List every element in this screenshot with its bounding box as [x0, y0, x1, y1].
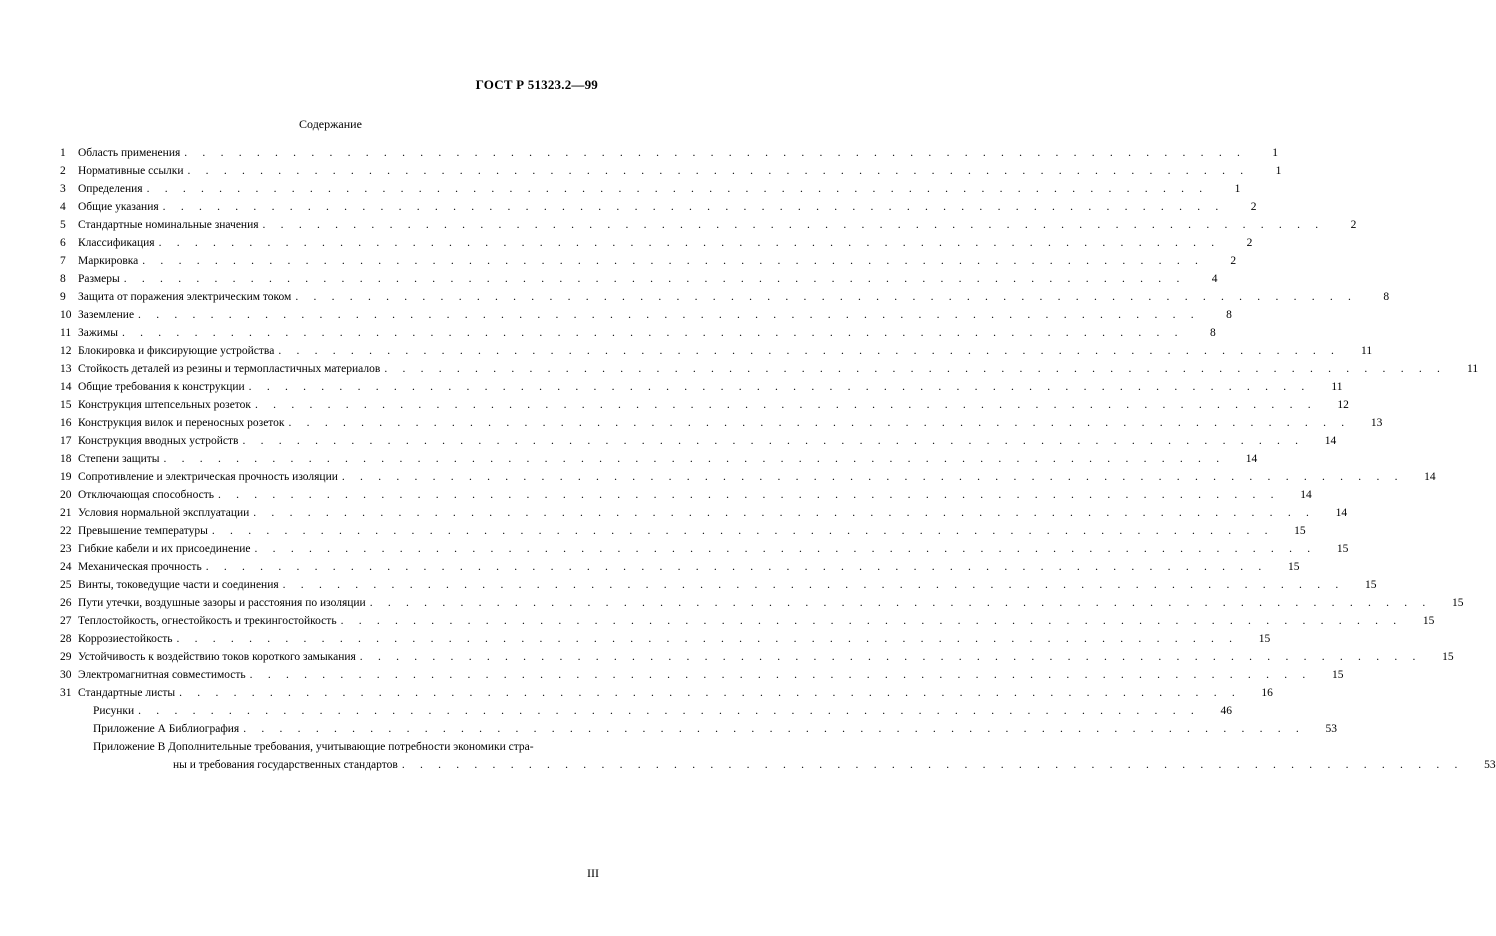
toc-row — [60, 162, 1282, 180]
toc-item-page: 15 — [1422, 615, 1435, 627]
toc-row — [60, 144, 1279, 162]
toc-item-page: 2 — [1246, 237, 1253, 249]
toc-item-number: 12 — [60, 345, 72, 357]
toc-row-extra — [60, 720, 1337, 738]
toc-item-page: 14 — [1324, 435, 1337, 447]
toc-item-title: Стандартные листы — [78, 687, 176, 699]
toc-row — [60, 612, 1435, 630]
toc-dot-leader: . . . . . . . . . . . . . . . . . . . . . . . . . . . . . . . . . . . . . . . . . . . . . . . . . . . . . . . . . . . — [211, 525, 1274, 537]
toc-dot-leader: . . . . . . . . . . . . . . . . . . . . . . . . . . . . . . . . . . . . . . . . . . . . . . . . . . . . . . . . . . . — [384, 363, 1447, 375]
toc-item-number: 20 — [60, 489, 72, 501]
toc-item-number: 14 — [60, 381, 72, 393]
toc-dot-leader: . . . . . . . . . . . . . . . . . . . . . . . . . . . . . . . . . . . . . . . . . . . . . . . . . . . . . . . . . . . — [138, 309, 1200, 321]
toc-item-title: Заземление — [78, 309, 135, 321]
toc-extra-page: 53 — [1325, 723, 1337, 735]
toc-row — [60, 558, 1300, 576]
toc-row — [60, 630, 1271, 648]
toc-item-page: 14 — [1245, 453, 1258, 465]
toc-dot-leader: . . . . . . . . . . . . . . . . . . . . . . . . . . . . . . . . . . . . . . . . . . . . . . . . . . . . . . . . . . . — [162, 201, 1225, 213]
toc-extra-title: Рисунки — [93, 705, 135, 717]
toc-row — [60, 306, 1232, 324]
toc-item-title: Пути утечки, воздушные зазоры и расстояния по изоляции — [78, 597, 366, 609]
toc-item-title: Гибкие кабели и их присоединение — [78, 543, 251, 555]
toc-item-page: 8 — [1210, 327, 1216, 339]
toc-item-page: 14 — [1300, 489, 1312, 501]
toc-item-number: 5 — [60, 219, 66, 231]
toc-row-extra — [60, 702, 1232, 720]
toc-item-title: Маркировка — [78, 255, 139, 267]
toc-item-title: Размеры — [78, 273, 120, 285]
toc-dot-leader: . . . . . . . . . . . . . . . . . . . . . . . . . . . . . . . . . . . . . . . . . . . . . . . . . . . . . . . . . . . — [242, 435, 1305, 447]
toc-item-title: Коррозиестойкость — [78, 633, 173, 645]
toc-dot-leader: . . . . . . . . . . . . . . . . . . . . . . . . . . . . . . . . . . . . . . . . . . . . . . . . . . . . . . . . . . . — [359, 651, 1422, 663]
toc-dot-leader: . . . . . . . . . . . . . . . . . . . . . . . . . . . . . . . . . . . . . . . . . . . . . . . . . . . . . . . . . . . — [187, 165, 1250, 177]
toc-row — [60, 396, 1349, 414]
toc-item-title: Общие указания — [78, 201, 159, 213]
toc-item-page: 8 — [1226, 309, 1232, 321]
toc-item-number: 10 — [60, 309, 72, 321]
toc-item-number: 31 — [60, 687, 72, 699]
toc-dot-leader: . . . . . . . . . . . . . . . . . . . . . . . . . . . . . . . . . . . . . . . . . . . . . . . . . . . . . . . . . . . — [184, 147, 1247, 159]
toc-item-page: 11 — [1361, 345, 1373, 357]
toc-item-number: 16 — [60, 417, 72, 429]
toc-item-page: 14 — [1335, 507, 1348, 519]
toc-item-title: Теплостойкость, огнестойкость и трекингостойкость — [78, 615, 337, 627]
toc-appendix-b-title: Приложение В Дополнительные требования, учитывающие потребности экономики стра- — [93, 741, 534, 753]
toc-item-page: 15 — [1331, 669, 1344, 681]
toc-item-number: 27 — [60, 615, 72, 627]
toc-dot-leader: . . . . . . . . . . . . . . . . . . . . . . . . . . . . . . . . . . . . . . . . . . . . . . . . . . . . . . . . . . . — [288, 417, 1351, 429]
toc-appendix-b-page: 53 — [1484, 759, 1496, 771]
toc-item-title: Блокировка и фиксирующие устройства — [78, 345, 275, 357]
toc-dot-leader: . . . . . . . . . . . . . . . . . . . . . . . . . . . . . . . . . . . . . . . . . . . . . . . . . . . . . . . . . . . — [278, 345, 1341, 357]
toc-item-title: Стандартные номинальные значения — [78, 219, 259, 231]
toc-item-number: 15 — [60, 399, 72, 411]
toc-dot-leader: . . . . . . . . . . . . . . . . . . . . . . . . . . . . . . . . . . . . . . . . . . . . . . . . . . . . . . . . . . . — [369, 597, 1432, 609]
toc-item-page: 4 — [1211, 273, 1218, 285]
toc-item-title: Классификация — [78, 237, 155, 249]
toc-row — [60, 432, 1337, 450]
toc-item-number: 24 — [60, 561, 72, 573]
toc-item-number: 22 — [60, 525, 72, 537]
toc-item-title: Механическая прочность — [78, 561, 202, 573]
toc-dot-leader: . . . . . . . . . . . . . . . . . . . . . . . . . . . . . . . . . . . . . . . . . . . . . . . . . . . . . . . . . . . — [253, 507, 1316, 519]
toc-row — [60, 486, 1312, 504]
toc-item-title: Сопротивление и электрическая прочность изоляции — [78, 471, 338, 483]
toc-item-page: 1 — [1234, 183, 1241, 195]
toc-row — [60, 234, 1253, 252]
toc-row — [60, 576, 1377, 594]
toc-extra-title: Приложение А Библиография — [93, 723, 240, 735]
toc-item-title: Превышение температуры — [78, 525, 208, 537]
toc-item-page: 16 — [1261, 687, 1273, 699]
toc-row — [60, 540, 1349, 558]
toc-item-number: 13 — [60, 363, 72, 375]
toc-row — [60, 684, 1273, 702]
toc-item-page: 15 — [1288, 561, 1300, 573]
toc-item-title: Область применения — [78, 147, 181, 159]
toc-row — [60, 270, 1218, 288]
toc-dot-leader: . . . . . . . . . . . . . . . . . . . . . . . . . . . . . . . . . . . . . . . . . . . . . . . . . . . . . . . . . . . — [295, 291, 1358, 303]
toc-extra-page: 46 — [1220, 705, 1232, 717]
toc-item-title: Устойчивость к воздействию токов короткого замыкания — [78, 651, 356, 663]
toc-dot-leader: . . . . . . . . . . . . . . . . . . . . . . . . . . . . . . . . . . . . . . . . . . . . . . . . . . . . . . . . . . . — [163, 453, 1226, 465]
toc-item-number: 2 — [60, 165, 66, 177]
toc-item-page: 1 — [1272, 147, 1279, 159]
toc-row — [60, 468, 1436, 486]
toc-item-number: 26 — [60, 597, 72, 609]
toc-item-title: Конструкция вводных устройств — [78, 435, 239, 447]
toc-item-number: 18 — [60, 453, 72, 465]
toc-row-appendix-b-line2 — [60, 756, 1496, 774]
toc-dot-leader: . . . . . . . . . . . . . . . . . . . . . . . . . . . . . . . . . . . . . . . . . . . . . . . . . . . . . . . . . . . — [217, 489, 1280, 501]
toc-item-number: 19 — [60, 471, 72, 483]
toc-dot-leader: . . . . . . . . . . . . . . . . . . . . . . . . . . . . . . . . . . . . . . . . . . . . . . . . . . . . . . . . . . . — [138, 705, 1200, 717]
toc-row — [60, 360, 1479, 378]
toc-row — [60, 216, 1357, 234]
toc-item-page: 15 — [1336, 543, 1349, 555]
toc-dot-leader: . . . . . . . . . . . . . . . . . . . . . . . . . . . . . . . . . . . . . . . . . . . . . . . . . . . . . . . . . . . — [123, 273, 1186, 285]
toc-row — [60, 198, 1257, 216]
toc-dot-leader: . . . . . . . . . . . . . . . . . . . . . . . . . . . . . . . . . . . . . . . . . . . . . . . . . . . . . . . . . . . — [254, 543, 1317, 555]
toc-item-number: 3 — [60, 183, 66, 195]
toc-row-appendix-b-line1 — [60, 738, 601, 756]
toc-item-page: 2 — [1230, 255, 1237, 267]
document-code: ГОСТ Р 51323.2—99 — [475, 77, 598, 92]
toc-dot-leader: . . . . . . . . . . . . . . . . . . . . . . . . . . . . . . . . . . . . . . . . . . . . . . . . . . . . . . . . . . . — [262, 219, 1325, 231]
toc-item-page: 15 — [1442, 651, 1454, 663]
toc-item-page: 15 — [1294, 525, 1306, 537]
toc-item-title: Конструкция вилок и переносных розеток — [78, 417, 285, 429]
toc-dot-leader: . . . . . . . . . . . . . . . . . . . . . . . . . . . . . . . . . . . . . . . . . . . . . . . . . . . . . . . . . . . — [282, 579, 1345, 591]
toc-dot-leader: . . . . . . . . . . . . . . . . . . . . . . . . . . . . . . . . . . . . . . . . . . . . . . . . . . . . . . . . . . . — [146, 183, 1209, 195]
toc-item-number: 6 — [60, 237, 66, 249]
toc-row — [60, 180, 1241, 198]
toc-dot-leader: . . . . . . . . . . . . . . . . . . . . . . . . . . . . . . . . . . . . . . . . . . . . . . . . . . . . . . . . . . . — [248, 381, 1311, 393]
toc-item-number: 30 — [60, 669, 72, 681]
toc-row — [60, 594, 1464, 612]
toc-item-number: 25 — [60, 579, 72, 591]
toc-appendix-b-title-cont: ны и требования государственных стандартов — [173, 759, 398, 771]
toc-item-page: 11 — [1331, 381, 1343, 393]
toc-row — [60, 648, 1454, 666]
toc-row — [60, 324, 1216, 342]
toc-item-number: 1 — [60, 147, 66, 159]
toc-dot-leader: . . . . . . . . . . . . . . . . . . . . . . . . . . . . . . . . . . . . . . . . . . . . . . . . . . . . . . . . . . . — [179, 687, 1241, 699]
toc-dot-leader: . . . . . . . . . . . . . . . . . . . . . . . . . . . . . . . . . . . . . . . . . . . . . . . . . . . . . . . . . . . — [255, 399, 1317, 411]
toc-item-number: 8 — [60, 273, 66, 285]
toc-item-page: 8 — [1383, 291, 1390, 303]
toc-row — [60, 414, 1383, 432]
toc-dot-leader: . . . . . . . . . . . . . . . . . . . . . . . . . . . . . . . . . . . . . . . . . . . . . . . . . . . . . . . . . . . — [121, 327, 1184, 339]
table-of-contents — [60, 144, 1496, 774]
toc-item-title: Отключающая способность — [78, 489, 214, 501]
toc-item-title: Электромагнитная совместимость — [78, 669, 246, 681]
toc-row — [60, 666, 1344, 684]
toc-item-page: 14 — [1424, 471, 1436, 483]
toc-item-number: 7 — [60, 255, 66, 267]
toc-row — [60, 504, 1348, 522]
toc-item-title: Конструкция штепсельных розеток — [78, 399, 252, 411]
toc-item-page: 2 — [1350, 219, 1357, 231]
toc-item-title: Стойкость деталей из резины и термопластичных материалов — [78, 363, 381, 375]
toc-item-title: Условия нормальной эксплуатации — [78, 507, 250, 519]
toc-item-page: 1 — [1275, 165, 1282, 177]
toc-item-title: Нормативные ссылки — [78, 165, 184, 177]
toc-dot-leader: . . . . . . . . . . . . . . . . . . . . . . . . . . . . . . . . . . . . . . . . . . . . . . . . . . . . . . . . . . . — [341, 471, 1404, 483]
toc-row — [60, 342, 1373, 360]
toc-row — [60, 288, 1390, 306]
toc-item-page: 15 — [1364, 579, 1377, 591]
toc-dot-leader: . . . . . . . . . . . . . . . . . . . . . . . . . . . . . . . . . . . . . . . . . . . . . . . . . . . . . . . . . . . — [401, 759, 1464, 771]
toc-item-number: 28 — [60, 633, 72, 645]
toc-item-page: 13 — [1370, 417, 1383, 429]
toc-row — [60, 522, 1306, 540]
toc-row — [60, 378, 1343, 396]
toc-row — [60, 450, 1258, 468]
toc-dot-leader: . . . . . . . . . . . . . . . . . . . . . . . . . . . . . . . . . . . . . . . . . . . . . . . . . . . . . . . . . . . — [158, 237, 1221, 249]
toc-dot-leader: . . . . . . . . . . . . . . . . . . . . . . . . . . . . . . . . . . . . . . . . . . . . . . . . . . . . . . . . . . . — [243, 723, 1305, 735]
toc-item-number: 21 — [60, 507, 72, 519]
toc-item-page: 2 — [1250, 201, 1257, 213]
toc-dot-leader: . . . . . . . . . . . . . . . . . . . . . . . . . . . . . . . . . . . . . . . . . . . . . . . . . . . . . . . . . . . — [205, 561, 1268, 573]
toc-item-number: 11 — [60, 327, 72, 339]
toc-item-number: 9 — [60, 291, 66, 303]
toc-item-title: Винты, токоведущие части и соединения — [78, 579, 279, 591]
toc-dot-leader: . . . . . . . . . . . . . . . . . . . . . . . . . . . . . . . . . . . . . . . . . . . . . . . . . . . . . . . . . . . — [249, 669, 1312, 681]
toc-item-page: 12 — [1337, 399, 1349, 411]
toc-dot-leader: . . . . . . . . . . . . . . . . . . . . . . . . . . . . . . . . . . . . . . . . . . . . . . . . . . . . . . . . . . . — [176, 633, 1239, 645]
toc-item-number: 23 — [60, 543, 72, 555]
toc-item-title: Зажимы — [78, 327, 118, 339]
toc-row — [60, 252, 1237, 270]
toc-item-number: 4 — [60, 201, 66, 213]
toc-item-number: 17 — [60, 435, 72, 447]
toc-item-title: Степени защиты — [78, 453, 160, 465]
toc-item-page: 11 — [1467, 363, 1479, 375]
toc-heading: Содержание — [299, 117, 362, 131]
toc-item-number: 29 — [60, 651, 72, 663]
toc-item-title: Общие требования к конструкции — [78, 381, 245, 393]
toc-item-page: 15 — [1258, 633, 1271, 645]
toc-item-title: Определения — [78, 183, 143, 195]
toc-item-title: Защита от поражения электрическим током — [78, 291, 292, 303]
toc-item-page: 15 — [1452, 597, 1464, 609]
toc-dot-leader: . . . . . . . . . . . . . . . . . . . . . . . . . . . . . . . . . . . . . . . . . . . . . . . . . . . . . . . . . . . — [340, 615, 1403, 627]
toc-dot-leader: . . . . . . . . . . . . . . . . . . . . . . . . . . . . . . . . . . . . . . . . . . . . . . . . . . . . . . . . . . . — [142, 255, 1205, 267]
page-number: III — [587, 866, 599, 880]
